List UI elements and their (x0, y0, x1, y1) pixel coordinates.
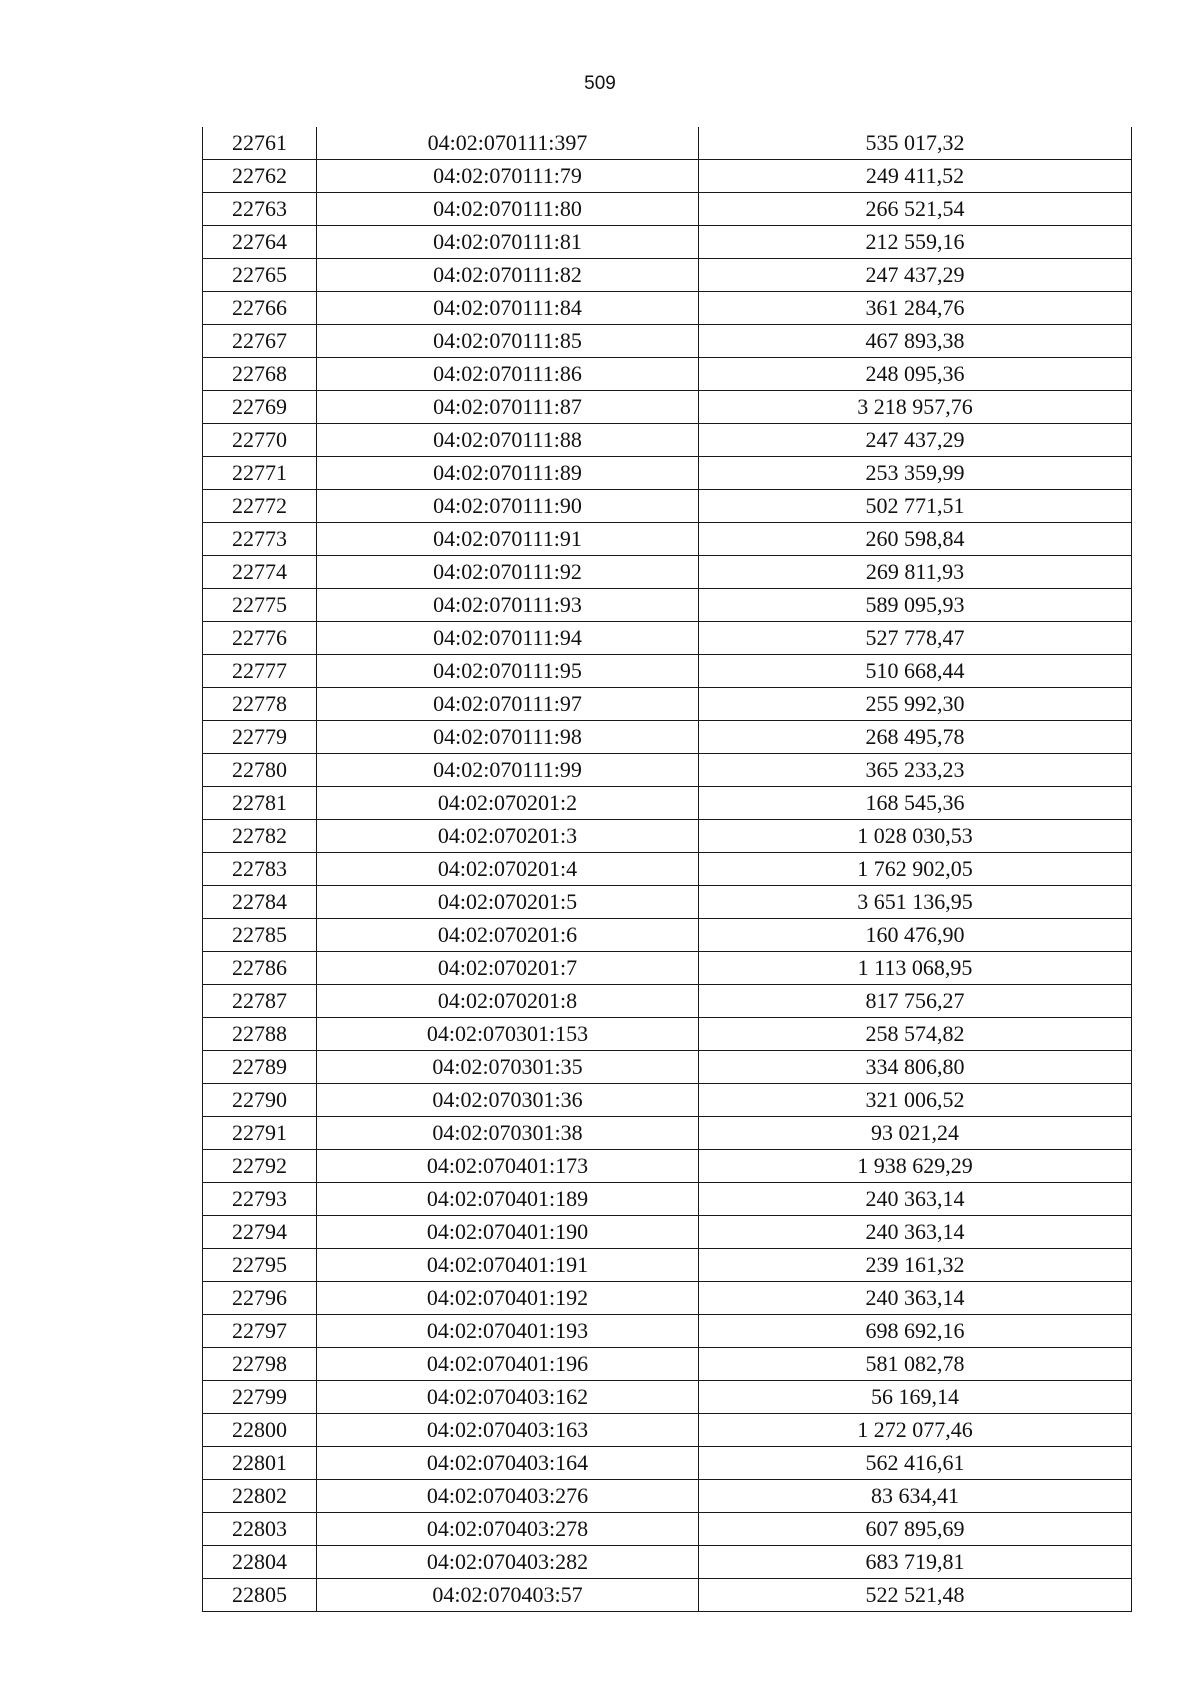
cadastral-value-cell: 365 233,23 (699, 754, 1132, 787)
row-number-cell: 22799 (203, 1381, 317, 1414)
table-row (203, 523, 1132, 556)
row-number-cell: 22770 (203, 424, 317, 457)
table-row (203, 1183, 1132, 1216)
table-row (203, 1480, 1132, 1513)
row-number-cell: 22771 (203, 457, 317, 490)
cadastral-value-cell: 269 811,93 (699, 556, 1132, 589)
cadastral-value-cell: 168 545,36 (699, 787, 1132, 820)
cadastral-value-cell: 247 437,29 (699, 259, 1132, 292)
cadastral-value-cell: 1 272 077,46 (699, 1414, 1132, 1447)
cadastral-value-cell: 1 113 068,95 (699, 952, 1132, 985)
row-number-cell: 22805 (203, 1579, 317, 1612)
table-row (203, 160, 1132, 193)
cadastral-value-cell: 502 771,51 (699, 490, 1132, 523)
row-number-cell: 22764 (203, 226, 317, 259)
cadastral-value-cell: 1 938 629,29 (699, 1150, 1132, 1183)
row-number-cell: 22803 (203, 1513, 317, 1546)
cadastral-number-cell: 04:02:070111:93 (317, 589, 699, 622)
table-row (203, 1546, 1132, 1579)
row-number-cell: 22775 (203, 589, 317, 622)
cadastral-number-cell: 04:02:070111:87 (317, 391, 699, 424)
cadastral-number-cell: 04:02:070111:99 (317, 754, 699, 787)
cadastral-value-cell: 607 895,69 (699, 1513, 1132, 1546)
cadastral-number-cell: 04:02:070111:84 (317, 292, 699, 325)
row-number-cell: 22791 (203, 1117, 317, 1150)
cadastral-number-cell: 04:02:070111:89 (317, 457, 699, 490)
row-number-cell: 22782 (203, 820, 317, 853)
cadastral-value-cell: 255 992,30 (699, 688, 1132, 721)
row-number-cell: 22785 (203, 919, 317, 952)
table-row (203, 127, 1132, 160)
row-number-cell: 22796 (203, 1282, 317, 1315)
cadastral-number-cell: 04:02:070401:173 (317, 1150, 699, 1183)
table-row (203, 490, 1132, 523)
cadastral-number-cell: 04:02:070401:192 (317, 1282, 699, 1315)
cadastral-number-cell: 04:02:070111:80 (317, 193, 699, 226)
cadastral-number-cell: 04:02:070301:36 (317, 1084, 699, 1117)
row-number-cell: 22801 (203, 1447, 317, 1480)
cadastral-number-cell: 04:02:070201:5 (317, 886, 699, 919)
table-row (203, 358, 1132, 391)
cadastral-value-cell: 3 651 136,95 (699, 886, 1132, 919)
cadastral-value-cell: 239 161,32 (699, 1249, 1132, 1282)
table-row (203, 193, 1132, 226)
cadastral-value-table (202, 127, 1132, 1612)
row-number-cell: 22794 (203, 1216, 317, 1249)
table-row (203, 1216, 1132, 1249)
cadastral-value-cell: 683 719,81 (699, 1546, 1132, 1579)
row-number-cell: 22769 (203, 391, 317, 424)
table-row (203, 556, 1132, 589)
cadastral-value-cell: 361 284,76 (699, 292, 1132, 325)
row-number-cell: 22763 (203, 193, 317, 226)
cadastral-number-cell: 04:02:070201:6 (317, 919, 699, 952)
cadastral-number-cell: 04:02:070401:193 (317, 1315, 699, 1348)
cadastral-value-cell: 510 668,44 (699, 655, 1132, 688)
cadastral-value-cell: 212 559,16 (699, 226, 1132, 259)
row-number-cell: 22767 (203, 325, 317, 358)
table-row (203, 589, 1132, 622)
cadastral-number-cell: 04:02:070111:81 (317, 226, 699, 259)
cadastral-number-cell: 04:02:070401:191 (317, 1249, 699, 1282)
table-row (203, 457, 1132, 490)
table-row (203, 688, 1132, 721)
table-row (203, 1579, 1132, 1612)
cadastral-value-cell: 240 363,14 (699, 1216, 1132, 1249)
cadastral-value-cell: 240 363,14 (699, 1183, 1132, 1216)
cadastral-value-cell: 589 095,93 (699, 589, 1132, 622)
cadastral-number-cell: 04:02:070403:57 (317, 1579, 699, 1612)
row-number-cell: 22783 (203, 853, 317, 886)
row-number-cell: 22768 (203, 358, 317, 391)
row-number-cell: 22784 (203, 886, 317, 919)
cadastral-number-cell: 04:02:070111:98 (317, 721, 699, 754)
cadastral-number-cell: 04:02:070403:276 (317, 1480, 699, 1513)
row-number-cell: 22792 (203, 1150, 317, 1183)
cadastral-number-cell: 04:02:070403:164 (317, 1447, 699, 1480)
table-row (203, 259, 1132, 292)
cadastral-value-cell: 527 778,47 (699, 622, 1132, 655)
row-number-cell: 22790 (203, 1084, 317, 1117)
cadastral-value-cell: 240 363,14 (699, 1282, 1132, 1315)
cadastral-number-cell: 04:02:070403:282 (317, 1546, 699, 1579)
cadastral-number-cell: 04:02:070111:95 (317, 655, 699, 688)
table-row (203, 754, 1132, 787)
cadastral-number-cell: 04:02:070111:79 (317, 160, 699, 193)
table-row (203, 853, 1132, 886)
table-row (203, 919, 1132, 952)
table-row (203, 1282, 1132, 1315)
row-number-cell: 22788 (203, 1018, 317, 1051)
cadastral-number-cell: 04:02:070111:94 (317, 622, 699, 655)
table-row (203, 325, 1132, 358)
cadastral-number-cell: 04:02:070403:278 (317, 1513, 699, 1546)
cadastral-number-cell: 04:02:070201:8 (317, 985, 699, 1018)
cadastral-value-cell: 698 692,16 (699, 1315, 1132, 1348)
cadastral-value-cell: 247 437,29 (699, 424, 1132, 457)
cadastral-value-cell: 258 574,82 (699, 1018, 1132, 1051)
row-number-cell: 22773 (203, 523, 317, 556)
cadastral-number-cell: 04:02:070201:2 (317, 787, 699, 820)
cadastral-number-cell: 04:02:070111:82 (317, 259, 699, 292)
table-row (203, 1513, 1132, 1546)
row-number-cell: 22800 (203, 1414, 317, 1447)
cadastral-number-cell: 04:02:070401:196 (317, 1348, 699, 1381)
cadastral-number-cell: 04:02:070111:397 (317, 127, 699, 160)
row-number-cell: 22766 (203, 292, 317, 325)
table-row (203, 622, 1132, 655)
row-number-cell: 22776 (203, 622, 317, 655)
table-row (203, 292, 1132, 325)
cadastral-number-cell: 04:02:070111:90 (317, 490, 699, 523)
table-row (203, 655, 1132, 688)
cadastral-value-cell: 268 495,78 (699, 721, 1132, 754)
table-row (203, 820, 1132, 853)
table-row (203, 1414, 1132, 1447)
row-number-cell: 22762 (203, 160, 317, 193)
cadastral-value-cell: 266 521,54 (699, 193, 1132, 226)
row-number-cell: 22793 (203, 1183, 317, 1216)
table-row (203, 787, 1132, 820)
row-number-cell: 22777 (203, 655, 317, 688)
cadastral-number-cell: 04:02:070201:3 (317, 820, 699, 853)
row-number-cell: 22789 (203, 1051, 317, 1084)
table-row (203, 721, 1132, 754)
cadastral-value-cell: 1 028 030,53 (699, 820, 1132, 853)
cadastral-number-cell: 04:02:070401:190 (317, 1216, 699, 1249)
cadastral-number-cell: 04:02:070301:35 (317, 1051, 699, 1084)
row-number-cell: 22779 (203, 721, 317, 754)
row-number-cell: 22795 (203, 1249, 317, 1282)
cadastral-value-cell: 321 006,52 (699, 1084, 1132, 1117)
cadastral-value-cell: 817 756,27 (699, 985, 1132, 1018)
cadastral-value-cell: 535 017,32 (699, 127, 1132, 160)
table-row (203, 886, 1132, 919)
cadastral-value-cell: 260 598,84 (699, 523, 1132, 556)
row-number-cell: 22786 (203, 952, 317, 985)
cadastral-value-cell: 3 218 957,76 (699, 391, 1132, 424)
cadastral-number-cell: 04:02:070403:163 (317, 1414, 699, 1447)
cadastral-value-cell: 467 893,38 (699, 325, 1132, 358)
cadastral-number-cell: 04:02:070111:88 (317, 424, 699, 457)
row-number-cell: 22798 (203, 1348, 317, 1381)
cadastral-value-cell: 522 521,48 (699, 1579, 1132, 1612)
table-row (203, 1150, 1132, 1183)
table-row (203, 985, 1132, 1018)
row-number-cell: 22761 (203, 127, 317, 160)
table-body (203, 127, 1132, 1612)
cadastral-value-cell: 562 416,61 (699, 1447, 1132, 1480)
table-row (203, 391, 1132, 424)
cadastral-number-cell: 04:02:070111:97 (317, 688, 699, 721)
cadastral-number-cell: 04:02:070301:38 (317, 1117, 699, 1150)
cadastral-number-cell: 04:02:070201:4 (317, 853, 699, 886)
cadastral-value-cell: 160 476,90 (699, 919, 1132, 952)
table-row (203, 1315, 1132, 1348)
cadastral-value-cell: 56 169,14 (699, 1381, 1132, 1414)
table-row (203, 226, 1132, 259)
row-number-cell: 22797 (203, 1315, 317, 1348)
table-row (203, 1117, 1132, 1150)
table-row (203, 1084, 1132, 1117)
cadastral-value-cell: 253 359,99 (699, 457, 1132, 490)
row-number-cell: 22772 (203, 490, 317, 523)
cadastral-number-cell: 04:02:070111:86 (317, 358, 699, 391)
table-row (203, 1348, 1132, 1381)
cadastral-number-cell: 04:02:070111:85 (317, 325, 699, 358)
cadastral-value-cell: 248 095,36 (699, 358, 1132, 391)
table-row (203, 424, 1132, 457)
table-row (203, 1249, 1132, 1282)
row-number-cell: 22765 (203, 259, 317, 292)
table-row (203, 1051, 1132, 1084)
cadastral-number-cell: 04:02:070401:189 (317, 1183, 699, 1216)
table-row (203, 952, 1132, 985)
row-number-cell: 22774 (203, 556, 317, 589)
cadastral-value-cell: 93 021,24 (699, 1117, 1132, 1150)
row-number-cell: 22780 (203, 754, 317, 787)
table-row (203, 1381, 1132, 1414)
cadastral-number-cell: 04:02:070403:162 (317, 1381, 699, 1414)
row-number-cell: 22781 (203, 787, 317, 820)
table-row (203, 1447, 1132, 1480)
cadastral-value-cell: 581 082,78 (699, 1348, 1132, 1381)
cadastral-value-cell: 83 634,41 (699, 1480, 1132, 1513)
cadastral-number-cell: 04:02:070111:92 (317, 556, 699, 589)
cadastral-value-cell: 1 762 902,05 (699, 853, 1132, 886)
row-number-cell: 22787 (203, 985, 317, 1018)
page-number: 509 (584, 73, 616, 94)
cadastral-value-cell: 334 806,80 (699, 1051, 1132, 1084)
row-number-cell: 22804 (203, 1546, 317, 1579)
cadastral-number-cell: 04:02:070111:91 (317, 523, 699, 556)
row-number-cell: 22778 (203, 688, 317, 721)
row-number-cell: 22802 (203, 1480, 317, 1513)
cadastral-number-cell: 04:02:070301:153 (317, 1018, 699, 1051)
table-row (203, 1018, 1132, 1051)
cadastral-number-cell: 04:02:070201:7 (317, 952, 699, 985)
cadastral-value-cell: 249 411,52 (699, 160, 1132, 193)
